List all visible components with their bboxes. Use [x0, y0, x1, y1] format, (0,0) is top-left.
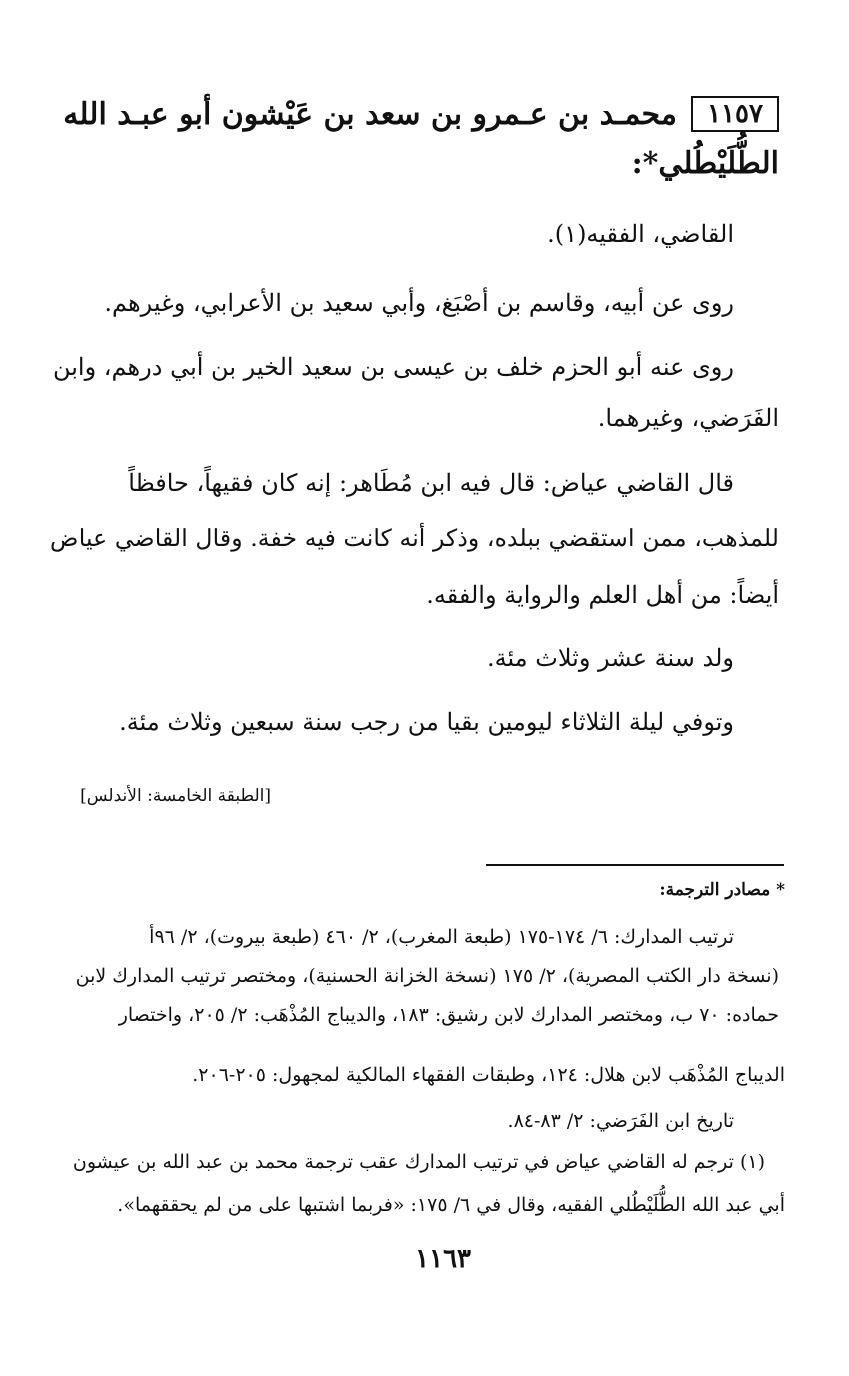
paragraph-titles: القاضي، الفقيه(١).: [547, 220, 734, 248]
entry-number: ١١٥٧: [707, 99, 763, 129]
footnote-1-line-2: أبي عبد الله الطُّلَيْطُلي الفقيه، وقال في ٦/ ١٧٥: «فربما اشتبها على من لم يحققهما».: [117, 1194, 785, 1216]
sources-ibn-faradi: تاريخ ابن الفَرَضي: ٢/ ٨٣-٨٤.: [507, 1110, 734, 1132]
paragraph-narrated-from: روى عن أبيه، وقاسم بن أصْبَغ، وأبي سعيد بن الأعرابي، وغيرهم.: [104, 289, 734, 317]
footnote-divider: [486, 864, 784, 866]
sources-line-2: (نسخة دار الكتب المصرية)، ٢/ ١٧٥ (نسخة الخزانة الحسنية)، ومختصر ترتيب المدارك لابن: [75, 965, 779, 987]
entry-title-line-2: الطُّلَيْطُلي*:: [631, 146, 779, 181]
sources-line-4: الديباج المُذْهَب لابن هلال: ١٢٤، وطبقات الفقهاء المالكية لمجهول: ٢٠٥-٢٠٦.: [192, 1064, 785, 1086]
paragraph-birth: ولد سنة عشر وثلاث مئة.: [487, 644, 734, 672]
footnote-1-line-1: (١) ترجم له القاضي عياض في ترتيب المدارك عقب ترجمة محمد بن عبد الله بن عيشون: [72, 1151, 765, 1173]
paragraph-narrated-by-line-2: الفَرَضي، وغيرهما.: [597, 404, 779, 432]
paragraph-death: وتوفي ليلة الثلاثاء ليومين بقيا من رجب سنة سبعين وثلاث مئة.: [119, 708, 734, 736]
paragraph-iyad-quote-line-1: قال القاضي عياض: قال فيه ابن مُطَاهر: إنه كان فقيهاً، حافظاً: [128, 469, 734, 497]
paragraph-narrated-by-line-1: روى عنه أبو الحزم خلف بن عيسى بن سعيد الخير بن أبي درهم، وابن: [52, 353, 734, 381]
entry-title-line-1: محمـد بن عـمرو بن سعد بن عَيْشون أبو عبـد الله: [63, 97, 677, 132]
section-label: [الطبقة الخامسة: الأندلس]: [80, 786, 271, 806]
page-number: ١١٦٣: [415, 1244, 471, 1274]
sources-line-3: حماده: ٧٠ ب، ومختصر المدارك لابن رشيق: ١٨٣، والديباج المُذْهَب: ٢/ ٢٠٥، واختصار: [118, 1004, 779, 1026]
entry-number-box: [691, 96, 779, 132]
sources-heading: * مصادر الترجمة:: [659, 880, 785, 900]
paragraph-iyad-quote-line-2: للمذهب، ممن استقضي ببلده، وذكر أنه كانت فيه خفة. وقال القاضي عياض: [50, 524, 779, 552]
paragraph-iyad-quote-line-3: أيضاً: من أهل العلم والرواية والفقه.: [426, 581, 779, 609]
sources-line-1: ترتيب المدارك: ٦/ ١٧٤-١٧٥ (طبعة المغرب)، ٢/ ٤٦٠ (طبعة بيروت)، ٢/ ٩٦أ: [149, 926, 734, 948]
